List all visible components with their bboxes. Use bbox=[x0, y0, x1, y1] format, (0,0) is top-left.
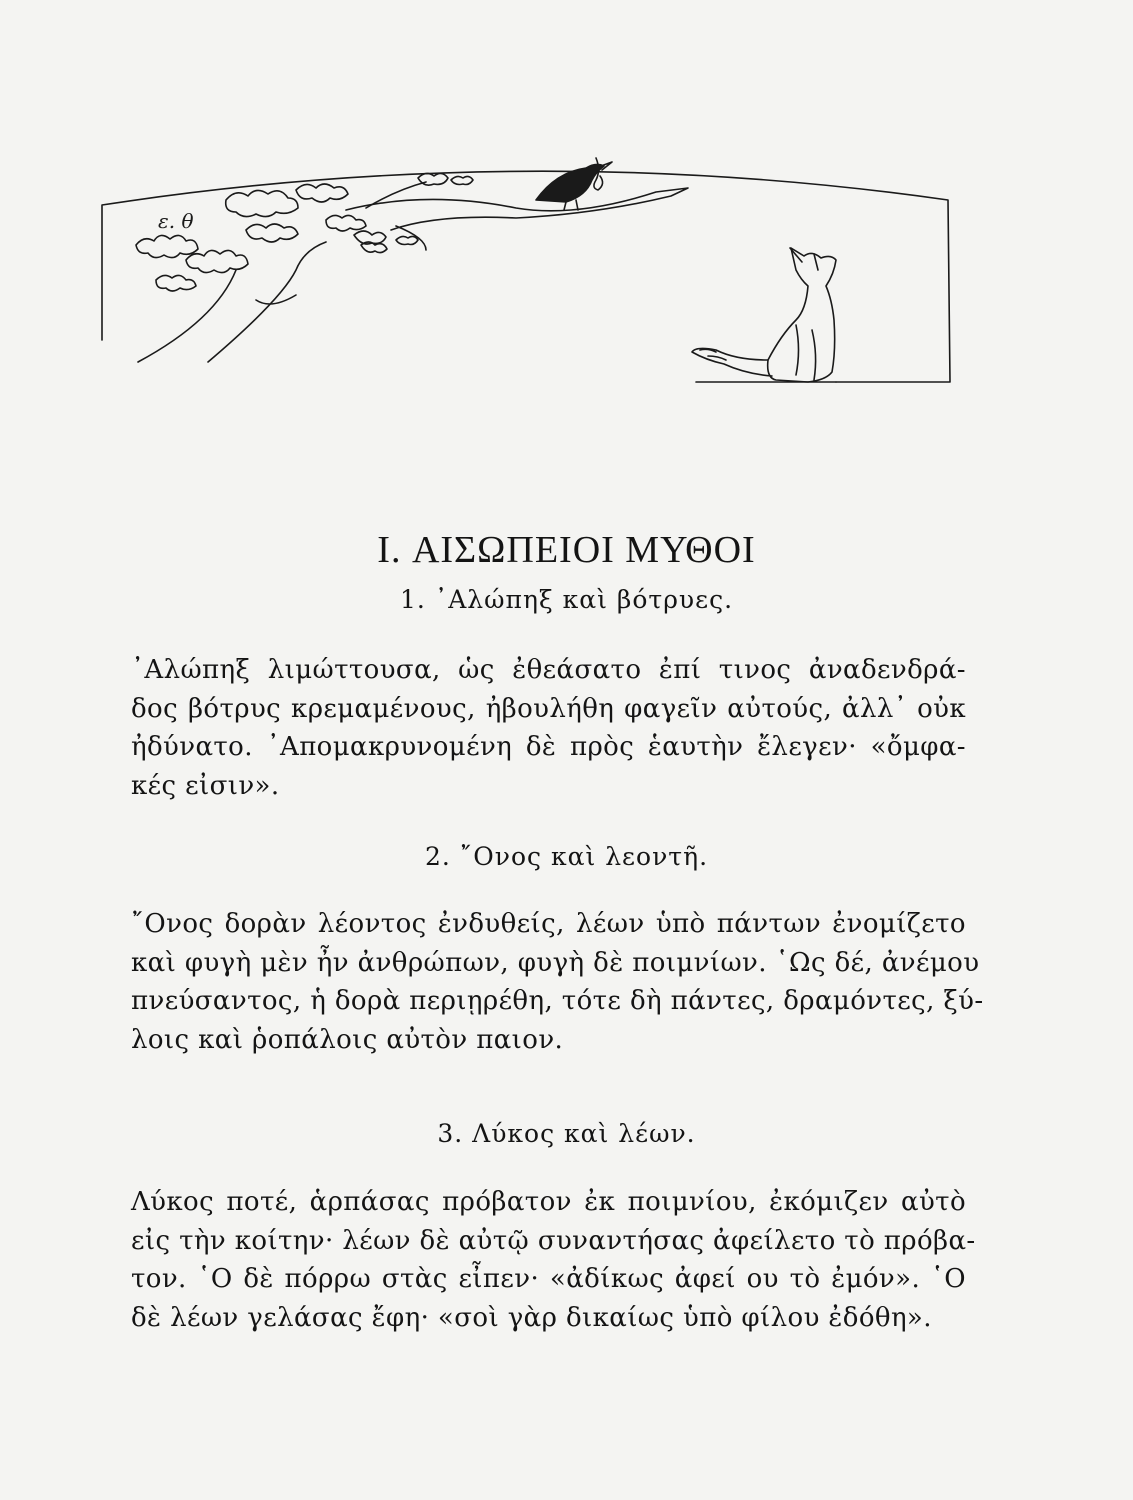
fable-1-title: 1. ᾿Αλώπηξ καὶ βότρυες. bbox=[399, 585, 734, 614]
fable-2-line: ῎Ονος δορὰν λέοντος ἐνδυθείς, λέων ὑπὸ πάντων ἐνομίζετο bbox=[131, 909, 966, 939]
fable-3-line: εἰς τὴν κοίτην· λέων δὲ αὐτῷ συναντήσας ἀφείλετο τὸ πρόβα- bbox=[131, 1225, 976, 1256]
fable-3-line: τον. ῾Ο δὲ πόρρω στὰς εἶπεν· «ἀδίκως ἀφεί ου τὸ ἐμόν». ῾Ο bbox=[131, 1264, 966, 1294]
chapter-title: I. ΑΙΣΩΠΕΙΟΙ ΜΥΘΟΙ bbox=[377, 529, 756, 572]
fable-2-body bbox=[131, 905, 984, 1059]
fable-3-line: δὲ λέων γελάσας ἔφη· «σοὶ γὰρ δικαίως ὑπὸ φίλου ἐδόθη». bbox=[131, 1302, 932, 1333]
fable-1-line: ᾿Αλώπηξ λιμώττουσα, ὡς ἐθεάσατο ἐπί τινος ἀναδενδρά- bbox=[131, 655, 966, 685]
fox-figure bbox=[692, 248, 836, 382]
fox-and-crow-illustration bbox=[96, 150, 956, 390]
fable-2-line: καὶ φυγὴ μὲν ἦν ἀνθρώπων, φυγὴ δὲ ποιμνίων. ῾Ως δέ, ἀνέμου bbox=[131, 947, 980, 978]
crow-figure bbox=[536, 158, 612, 210]
fable-1-line: κές εἰσιν». bbox=[131, 770, 280, 801]
frame-border bbox=[102, 171, 950, 382]
fable-1-line: ἠδύνατο. ᾿Απομακρυνομένη δὲ πρὸς ἑαυτὴν ἔλεγεν· «ὄμφα- bbox=[131, 732, 966, 762]
fable-3-body bbox=[131, 1183, 976, 1337]
fable-3-line: Λύκος ποτέ, ἁρπάσας πρόβατον ἐκ ποιμνίου, ἐκόμιζεν αὐτὸ bbox=[131, 1187, 966, 1217]
tree-trunk bbox=[138, 242, 326, 362]
artist-signature: ε. θ bbox=[158, 209, 194, 233]
fable-1-body bbox=[131, 651, 966, 805]
tree-branch bbox=[346, 188, 688, 230]
fable-3-title: 3. Λύκος καὶ λέων. bbox=[437, 1119, 696, 1148]
fable-2-line: πνεύσαντος, ἡ δορὰ περιῃρέθη, τότε δὴ πάντες, δραμόντες, ξύ- bbox=[131, 986, 984, 1016]
fable-2-title: 2. ῎Ονος καὶ λεοντῆ. bbox=[424, 842, 709, 871]
fable-2-line: λοις καὶ ῥοπάλοις αὐτὸν παιον. bbox=[131, 1024, 564, 1055]
fable-1-line: δος βότρυς κρεμαμένους, ἠβουλήθη φαγεῖν αὐτούς, ἀλλ᾿ οὐκ bbox=[131, 693, 966, 724]
